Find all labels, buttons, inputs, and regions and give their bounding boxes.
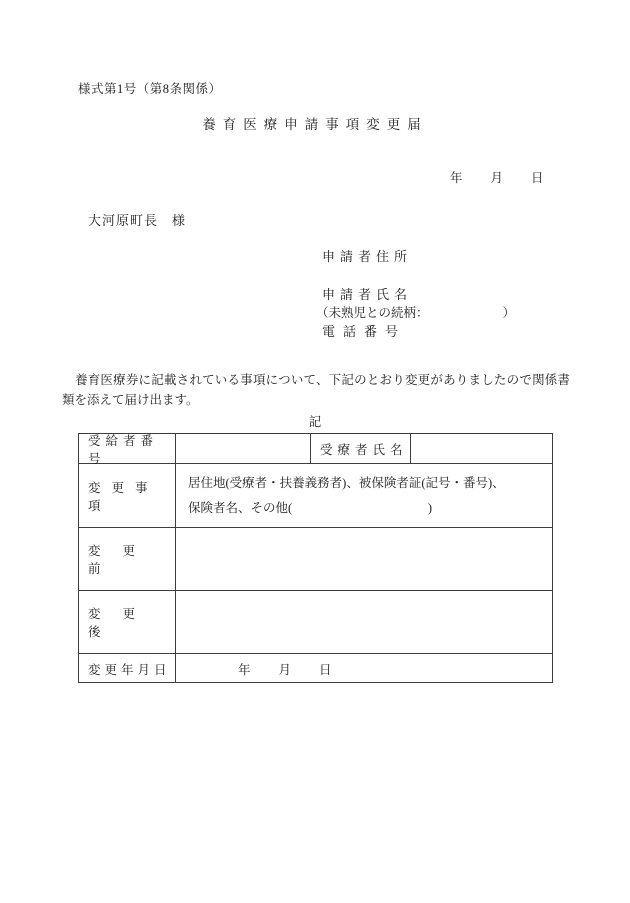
recipient-number-label: 受給者番号	[79, 434, 176, 464]
document-title: 養育医療申請事項変更届	[202, 117, 428, 132]
change-items-line1: 居住地(受療者・扶養義務者)、被保険者証(記号・番号)、	[188, 475, 505, 490]
after-change-value-cell	[176, 591, 553, 654]
form-number: 様式第1号（第8条関係）	[78, 82, 222, 96]
applicant-name-label: 申請者氏名	[322, 287, 413, 302]
ki-heading: 記	[308, 415, 322, 429]
change-date-value-cell	[176, 654, 553, 683]
patient-name-label: 受療者氏名	[311, 434, 411, 464]
body-paragraph: 養育医療券に記載されている事項について、下記のとおり変更がありましたので関係書類を添えて届け出ます。	[62, 373, 570, 407]
before-change-value-cell	[176, 528, 553, 591]
change-items-content	[176, 464, 553, 528]
relation-close-paren: ）	[502, 306, 515, 320]
change-items-line2	[188, 496, 432, 521]
relation-to-infant-line	[316, 303, 515, 321]
change-date-label: 変更年月日	[79, 654, 176, 683]
change-date-year-label: 年	[238, 662, 251, 677]
applicant-address-label: 申請者住所	[322, 249, 413, 264]
recipient-number-value-cell	[176, 434, 311, 464]
change-items-line2-open: 保険者名、その他(	[188, 500, 293, 515]
change-items-line2-close: )	[427, 500, 432, 515]
relation-open-text: （未熟児との続柄：	[316, 306, 429, 320]
change-date-day-label: 日	[319, 662, 332, 677]
addressee: 大河原町長 様	[88, 213, 187, 228]
date-month-label: 月	[490, 171, 504, 185]
date-day-label: 日	[531, 171, 544, 185]
change-details-table	[78, 433, 553, 683]
change-date-month-label: 月	[278, 662, 292, 677]
patient-name-value-cell	[411, 434, 553, 464]
change-items-label: 変更事項	[79, 464, 176, 528]
before-change-label: 変更前	[79, 528, 176, 591]
date-year-label: 年	[450, 171, 463, 185]
after-change-label: 変更後	[79, 591, 176, 654]
applicant-phone-label: 電話番号	[322, 324, 407, 339]
date-line	[450, 168, 544, 186]
